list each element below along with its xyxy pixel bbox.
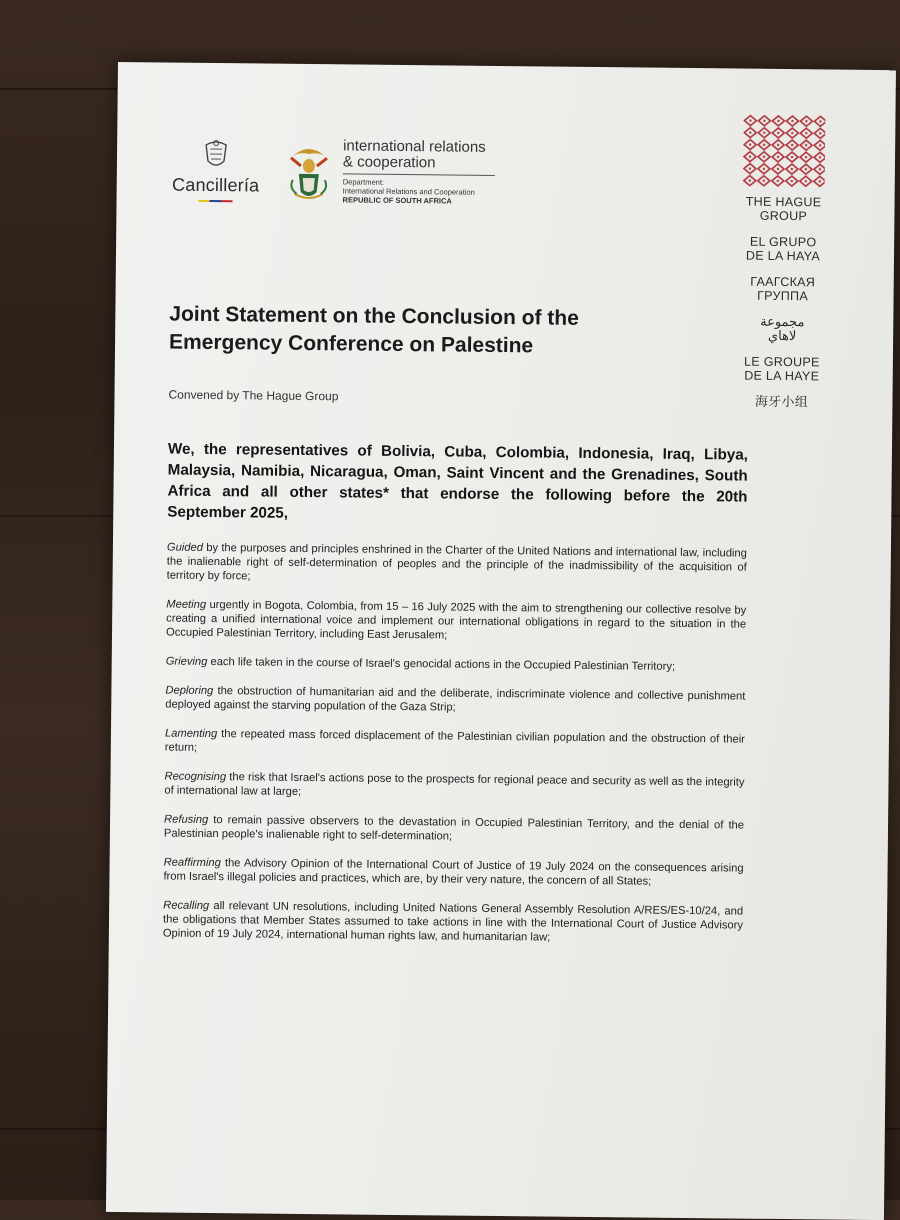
hague-name-arabic: مجموعة لاهاي xyxy=(760,313,805,344)
preamble-paragraph: Deploring the obstruction of humanitarian aid and the deliberate, indiscriminate violence and collective punishment deployed against the starving population of the Gaza Strip; xyxy=(165,684,746,714)
preamble-paragraphs xyxy=(163,541,747,962)
hague-name-chinese: 海牙小组 xyxy=(754,393,809,410)
hague-group-pattern-icon xyxy=(743,115,826,188)
dirco-country: REPUBLIC OF SOUTH AFRICA xyxy=(342,195,452,206)
intro-paragraph: We, the representatives of Bolivia, Cuba, Colombia, Indonesia, Iraq, Libya, Malaysia, Namibia, Nicaragua, Oman, Saint Vincent and the Grenadines, South Africa and all other states* that endorse the following before the 20th September 2025, xyxy=(167,440,749,522)
hague-name-spanish: EL GRUPO DE LA HAYA xyxy=(745,234,821,264)
colombia-coat-of-arms-icon xyxy=(202,139,230,171)
dirco-divider xyxy=(343,173,495,176)
preamble-paragraph: Reaffirming the Advisory Opinion of the International Court of Justice of 19 July 2024 on the consequences arising from Israel's illegal policies and practices, which are, by their very nature, the concern of all States; xyxy=(163,856,744,888)
preamble-paragraph: Guided by the purposes and principles enshrined in the Charter of the United Nations and international law, including the inalienable right of self-determination of peoples and the principle of the inadmissibility of the acquisition of territory by force; xyxy=(166,541,747,583)
hague-group-logo xyxy=(726,114,839,421)
cancilleria-wordmark: Cancillería xyxy=(171,174,260,196)
colombia-flag-bar xyxy=(199,200,233,202)
preamble-paragraph: Recalling all relevant UN resolutions, including United Nations General Assembly Resolution A/RES/ES-10/24, and the obligations that Member States assumed to take actions in line with the International Court of Justice Advisory Opinion of 19 July 2024, international human rights law, and humanitarian law; xyxy=(162,899,744,944)
dirco-text-block xyxy=(343,138,544,206)
hague-name-russian: ГААГСКАЯ ГРУППА xyxy=(750,274,816,304)
document-sheet xyxy=(106,62,896,1220)
cancilleria-logo xyxy=(161,138,272,202)
preamble-paragraph: Lamenting the repeated mass forced displacement of the Palestinian civilian population and the obstruction of their return; xyxy=(164,727,746,754)
dirco-department-name: International Relations and Cooperation xyxy=(342,186,475,197)
preamble-paragraph: Meeting urgently in Bogota, Colombia, from 15 – 16 July 2025 with the aim to strengthening our collective resolve by creating a unified international voice and implement our international obligations in regard to the situation in the Occupied Palestinian Territory, including East Jerusalem; xyxy=(165,598,747,642)
dirco-department-label: Department: xyxy=(342,177,385,187)
preamble-paragraph: Grieving each life taken in the course of Israel's genocidal actions in the Occupied Palestinian Territory; xyxy=(165,655,676,673)
dirco-title-line1: international relations xyxy=(343,137,486,156)
document-title: Joint Statement on the Conclusion of the Emergency Conference on Palestine xyxy=(168,302,579,358)
preamble-paragraph: Recognising the risk that Israel's actions pose to the prospects for regional peace and security as well as the integrity of international law at large; xyxy=(164,770,745,798)
hague-name-english: THE HAGUE GROUP xyxy=(745,194,822,224)
hague-name-french: LE GROUPE DE LA HAYE xyxy=(743,354,820,384)
preamble-paragraph: Refusing to remain passive observers to the devastation in Occupied Palestinian Territory, and the denial of the Palestinian people's inalienable right to self-determination; xyxy=(163,813,745,843)
south-africa-coat-of-arms-icon xyxy=(285,144,334,204)
dirco-title-line2: & cooperation xyxy=(342,153,436,172)
convened-by: Convened by The Hague Group xyxy=(168,387,339,404)
south-africa-dirco-logo xyxy=(285,137,505,206)
